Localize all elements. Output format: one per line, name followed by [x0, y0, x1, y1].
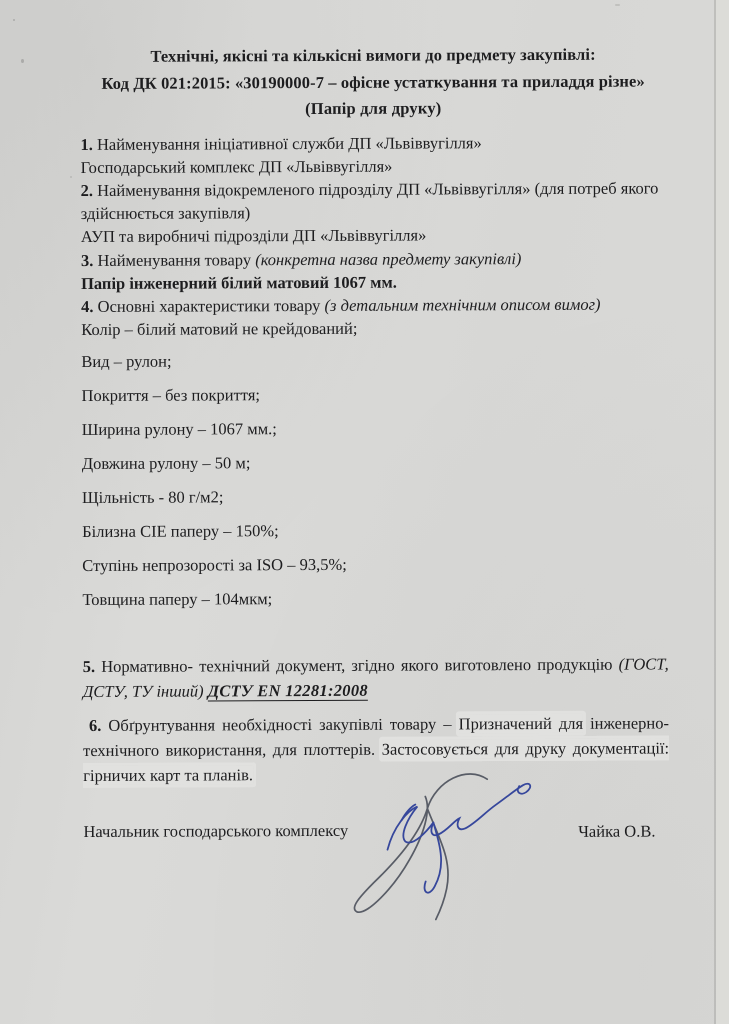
section-4-number: 4.	[81, 296, 94, 316]
spec-item: Покриття – без покриття;	[81, 385, 261, 406]
section-6-middle: інженерно-технічного використання, для плоттерів.	[83, 713, 670, 760]
section-1-value: Господарський комплекс ДП «Львіввугілля»	[80, 156, 393, 177]
section-2-value: АУП та виробничі підрозділи ДП «Львіввугілля»	[80, 225, 427, 247]
scan-speck	[615, 4, 620, 6]
section-2-number: 2.	[80, 180, 94, 200]
signer-name: Чайка О.В.	[578, 821, 656, 841]
spec-item: Товщина паперу – 104мкм;	[82, 589, 273, 610]
scan-page-edge-line	[714, 0, 716, 1024]
title-line-3: (Папір для друку)	[305, 98, 442, 119]
spec-item: Ступінь непрозорості за ISO – 93,5%;	[82, 555, 347, 576]
section-3-note: (конкретна назва предмету закупівлі)	[255, 248, 522, 269]
section-5-number: 5.	[82, 657, 96, 677]
document-content	[80, 41, 670, 939]
scan-speck	[13, 19, 15, 21]
section-4-heading	[81, 292, 667, 318]
title-line-2: Код ДК 021:2015: «30190000-7 – офісне устаткування та приладдя різне»	[101, 71, 645, 93]
title-line-1: Технічні, якісні та кількісні вимоги до предмету закупівлі:	[150, 44, 596, 66]
section-6-lead: Обґрунтування необхідності закупівлі товару –	[101, 714, 459, 735]
spec-item: Вид – рулон;	[81, 351, 172, 372]
section-4-text: Основні характеристики товару	[93, 295, 325, 316]
product-name: Папір інженерний білий матовий 1067 мм.	[81, 272, 397, 293]
scan-speck	[70, 176, 72, 178]
section-6-highlighted-text: Призначений для	[458, 713, 584, 734]
specifications-list	[81, 348, 668, 612]
spec-item: Ширина рулону – 1067 мм.;	[81, 419, 277, 440]
section-6-highlighted-text: Застосовується для друку документації: гірничих карт та планів.	[83, 738, 670, 785]
section-4-note: (з детальним технічним описом вимог)	[324, 294, 601, 315]
section-3-text: Найменування товару	[93, 249, 256, 270]
spec-item: Білизна CIE паперу – 150%;	[82, 521, 279, 542]
scan-page-edge	[716, 0, 729, 1024]
section-5-text: Нормативно- технічний документ, згідно якого виготовлено продукцію	[95, 654, 619, 677]
document-title	[80, 41, 666, 123]
section-1-number: 1.	[80, 134, 93, 154]
section-1-text: Найменування ініціативної служби ДП «Львіввугілля»	[92, 132, 482, 154]
section-3-heading	[81, 246, 667, 272]
section-5	[83, 653, 669, 704]
signature-block	[83, 817, 670, 940]
scan-speck	[21, 59, 24, 63]
section-3-number: 3.	[80, 250, 94, 270]
standard-reference: ДСТУ EN 12281:2008	[207, 680, 368, 700]
spec-color: Колір – білий матовий не крейдований;	[81, 318, 358, 340]
section-2-heading	[81, 176, 667, 225]
handwritten-signature-image	[335, 760, 564, 927]
spec-item: Довжина рулону – 50 м;	[81, 453, 251, 474]
section-1-heading	[80, 130, 666, 156]
section-5-note: (ГОСТ, ДСТУ, ТУ інший)	[82, 654, 669, 701]
section-2-text: Найменування відокремленого підрозділу ДП «Львіввугілля» (для потреб якого здійснюється закупівля)	[80, 178, 659, 224]
spec-item: Щільність - 80 г/м2;	[81, 487, 224, 508]
section-6-number: 6.	[88, 715, 102, 735]
sections-1-4	[80, 130, 667, 341]
signer-role: Начальник господарського комплексу	[83, 820, 349, 841]
